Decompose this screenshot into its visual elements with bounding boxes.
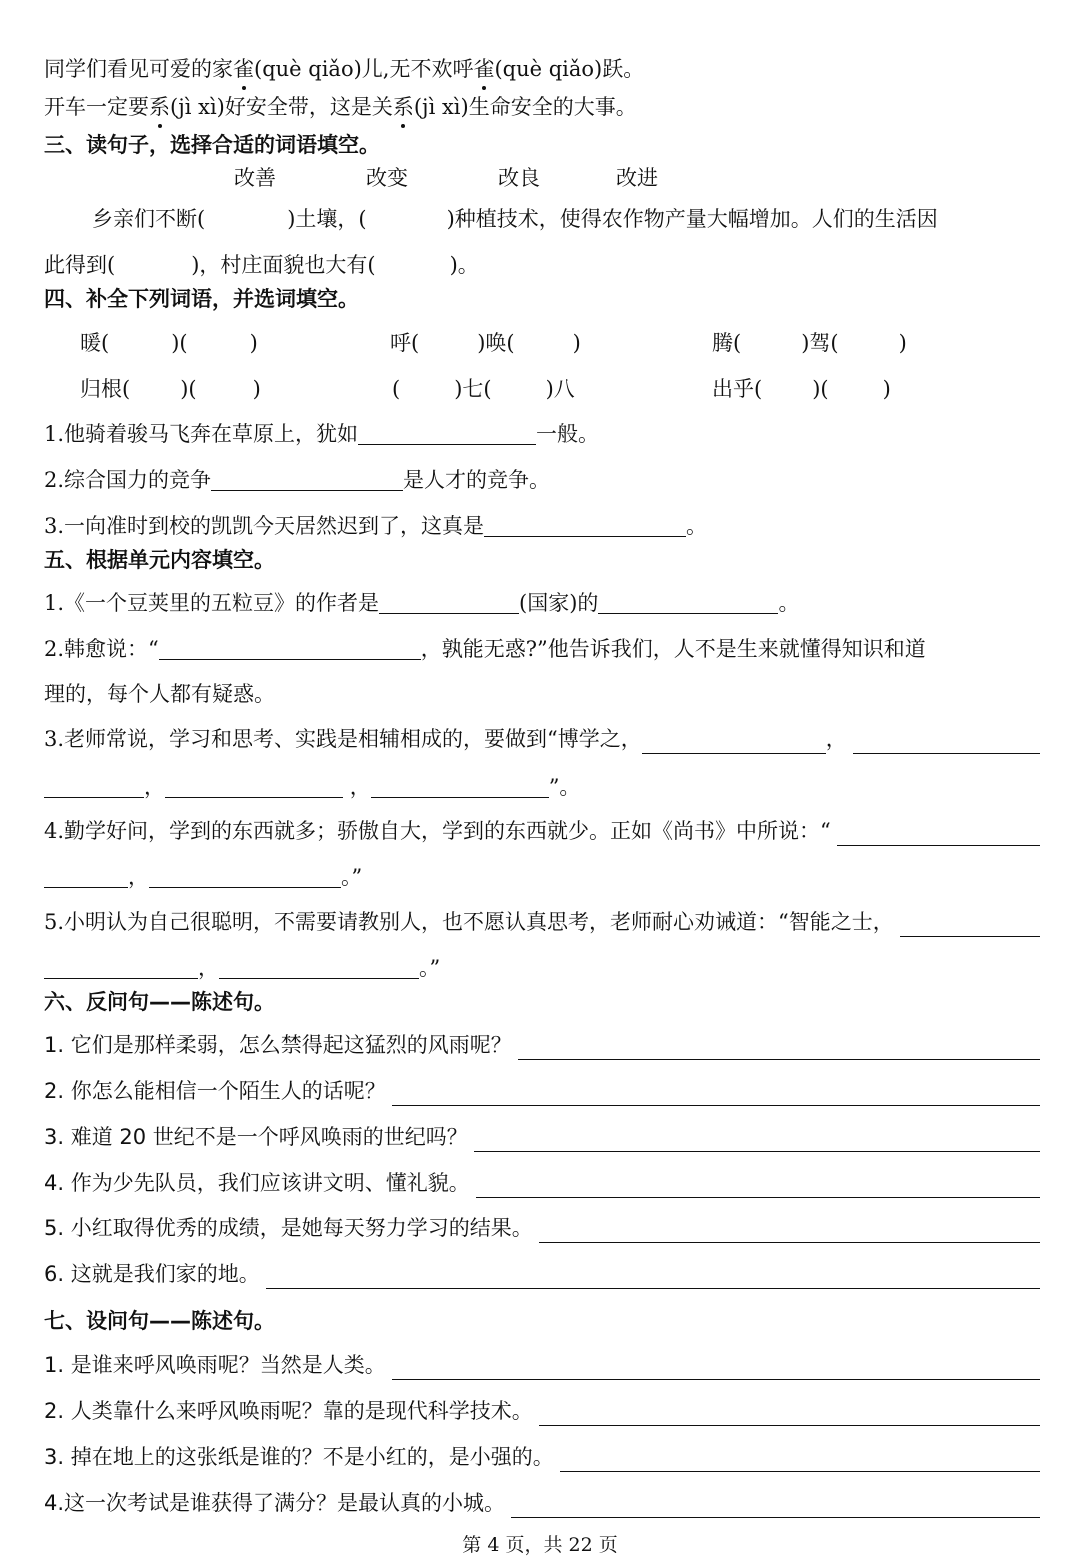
page-footer: 第 4 页，共 22 页 — [462, 1534, 618, 1556]
sec5-question-3: 3.老师常说，学习和思考、实践是相辅相成的，要做到“博学之， ， — [44, 724, 1040, 754]
answer-line[interactable] — [392, 1083, 1040, 1106]
answer-blank[interactable] — [219, 956, 419, 979]
answer-line[interactable] — [474, 1129, 1040, 1152]
sec7-item: 1. 是谁来呼风唤雨呢？当然是人类。 — [44, 1350, 1040, 1380]
sec5-question-3-cont: ， ， ”。 — [44, 772, 1040, 802]
sec5-question-2-cont: 理的，每个人都有疑惑。 — [44, 682, 275, 706]
section-3-title: 三、读句子，选择合适的词语填空。 — [44, 133, 380, 157]
answer-line[interactable] — [476, 1175, 1040, 1198]
answer-blank[interactable] — [379, 591, 519, 614]
sec4-question-1: 1.他骑着骏马飞奔在草原上，犹如 一般。 — [44, 422, 600, 446]
answer-blank[interactable] — [598, 591, 778, 614]
sec6-item: 6. 这就是我们家的地。 — [44, 1259, 1040, 1289]
sec5-question-5-cont: ， 。” — [44, 953, 1040, 983]
dotted-char: 雀 — [233, 54, 254, 84]
idiom-item: ( )七( )八 — [392, 377, 575, 401]
sec7-item: 4.这一次考试是谁获得了满分？是最认真的小城。 — [44, 1488, 1040, 1518]
section-7-title: 七、设问句——陈述句。 — [44, 1309, 275, 1333]
sec5-question-1: 1.《一个豆荚里的五粒豆》的作者是 (国家)的 。 — [44, 591, 800, 615]
sec3-sentence-1: 乡亲们不断( )土壤，( )种植技术，使得农作物产量大幅增加。人们的生活因 — [92, 207, 938, 231]
section-5-title: 五、根据单元内容填空。 — [44, 548, 275, 572]
answer-line[interactable] — [539, 1220, 1040, 1243]
sec5-question-4: 4.勤学好问，学到的东西就多；骄傲自大，学到的东西就少。正如《尚书》中所说：“ — [44, 816, 1040, 846]
idiom-item: 出乎( )( ) — [712, 377, 891, 401]
sec4-question-3: 3.一向准时到校的凯凯今天居然迟到了，这真是 。 — [44, 514, 708, 538]
idiom-item: 腾( )驾( ) — [712, 331, 907, 355]
word-option: 改善 — [234, 166, 276, 190]
word-option: 改进 — [616, 166, 658, 190]
answer-blank[interactable] — [358, 422, 536, 445]
idiom-item: 呼( )唤( ) — [390, 331, 581, 355]
answer-line[interactable] — [539, 1403, 1040, 1426]
pinyin-line-2: 开车一定要系(jì xì)好安全带，这是关系(jì xì)生命安全的大事。 — [44, 92, 1040, 122]
answer-blank[interactable] — [642, 731, 826, 754]
answer-blank[interactable] — [371, 775, 549, 798]
answer-blank[interactable] — [211, 468, 403, 491]
word-option: 改良 — [498, 166, 540, 190]
answer-line[interactable] — [511, 1495, 1040, 1518]
answer-blank[interactable] — [149, 865, 341, 888]
idiom-item: 暖( )( ) — [80, 331, 258, 355]
sec7-item: 3. 掉在地上的这张纸是谁的？不是小红的，是小强的。 — [44, 1442, 1040, 1472]
answer-blank[interactable] — [484, 514, 686, 537]
answer-line[interactable] — [518, 1037, 1040, 1060]
section-6-title: 六、反问句——陈述句。 — [44, 990, 275, 1014]
idiom-item: 归根( )( ) — [80, 377, 261, 401]
dotted-char: 系 — [393, 92, 414, 122]
section-4-title: 四、补全下列词语，并选词填空。 — [44, 287, 359, 311]
sec6-item: 1. 它们是那样柔弱，怎么禁得起这猛烈的风雨呢？ — [44, 1030, 1040, 1060]
answer-line[interactable] — [560, 1449, 1040, 1472]
dotted-char: 雀 — [473, 54, 494, 84]
answer-blank[interactable] — [165, 775, 343, 798]
sec5-question-5: 5.小明认为自己很聪明，不需要请教别人，也不愿认真思考，老师耐心劝诫道：“智能之士， — [44, 907, 1040, 937]
answer-blank[interactable] — [159, 637, 421, 660]
pinyin-line-1: 同学们看见可爱的家雀(què qiǎo)儿,无不欢呼雀(què qiǎo)跃。 — [44, 54, 1040, 84]
answer-blank[interactable] — [44, 865, 128, 888]
sec6-item: 2. 你怎么能相信一个陌生人的话呢？ — [44, 1076, 1040, 1106]
answer-blank[interactable] — [853, 731, 1040, 754]
answer-blank[interactable] — [44, 775, 144, 798]
answer-line[interactable] — [266, 1266, 1040, 1289]
sec3-sentence-2: 此得到( )，村庄面貌也大有( )。 — [44, 253, 479, 277]
sec6-item: 4. 作为少先队员，我们应该讲文明、懂礼貌。 — [44, 1168, 1040, 1198]
word-option: 改变 — [366, 166, 408, 190]
answer-blank[interactable] — [900, 914, 1040, 937]
sec5-question-2: 2.韩愈说：“ ，孰能无惑?”他告诉我们，人不是生来就懂得知识和道 — [44, 637, 926, 661]
answer-blank[interactable] — [44, 956, 198, 979]
sec6-item: 3. 难道 20 世纪不是一个呼风唤雨的世纪吗？ — [44, 1122, 1040, 1152]
answer-blank[interactable] — [837, 823, 1040, 846]
sec6-item: 5. 小红取得优秀的成绩，是她每天努力学习的结果。 — [44, 1213, 1040, 1243]
sec7-item: 2. 人类靠什么来呼风唤雨呢？靠的是现代科学技术。 — [44, 1396, 1040, 1426]
dotted-char: 系 — [149, 92, 170, 122]
answer-line[interactable] — [392, 1357, 1040, 1380]
sec4-question-2: 2.综合国力的竞争 是人才的竞争。 — [44, 468, 551, 492]
sec5-question-4-cont: ， 。” — [44, 862, 1040, 892]
